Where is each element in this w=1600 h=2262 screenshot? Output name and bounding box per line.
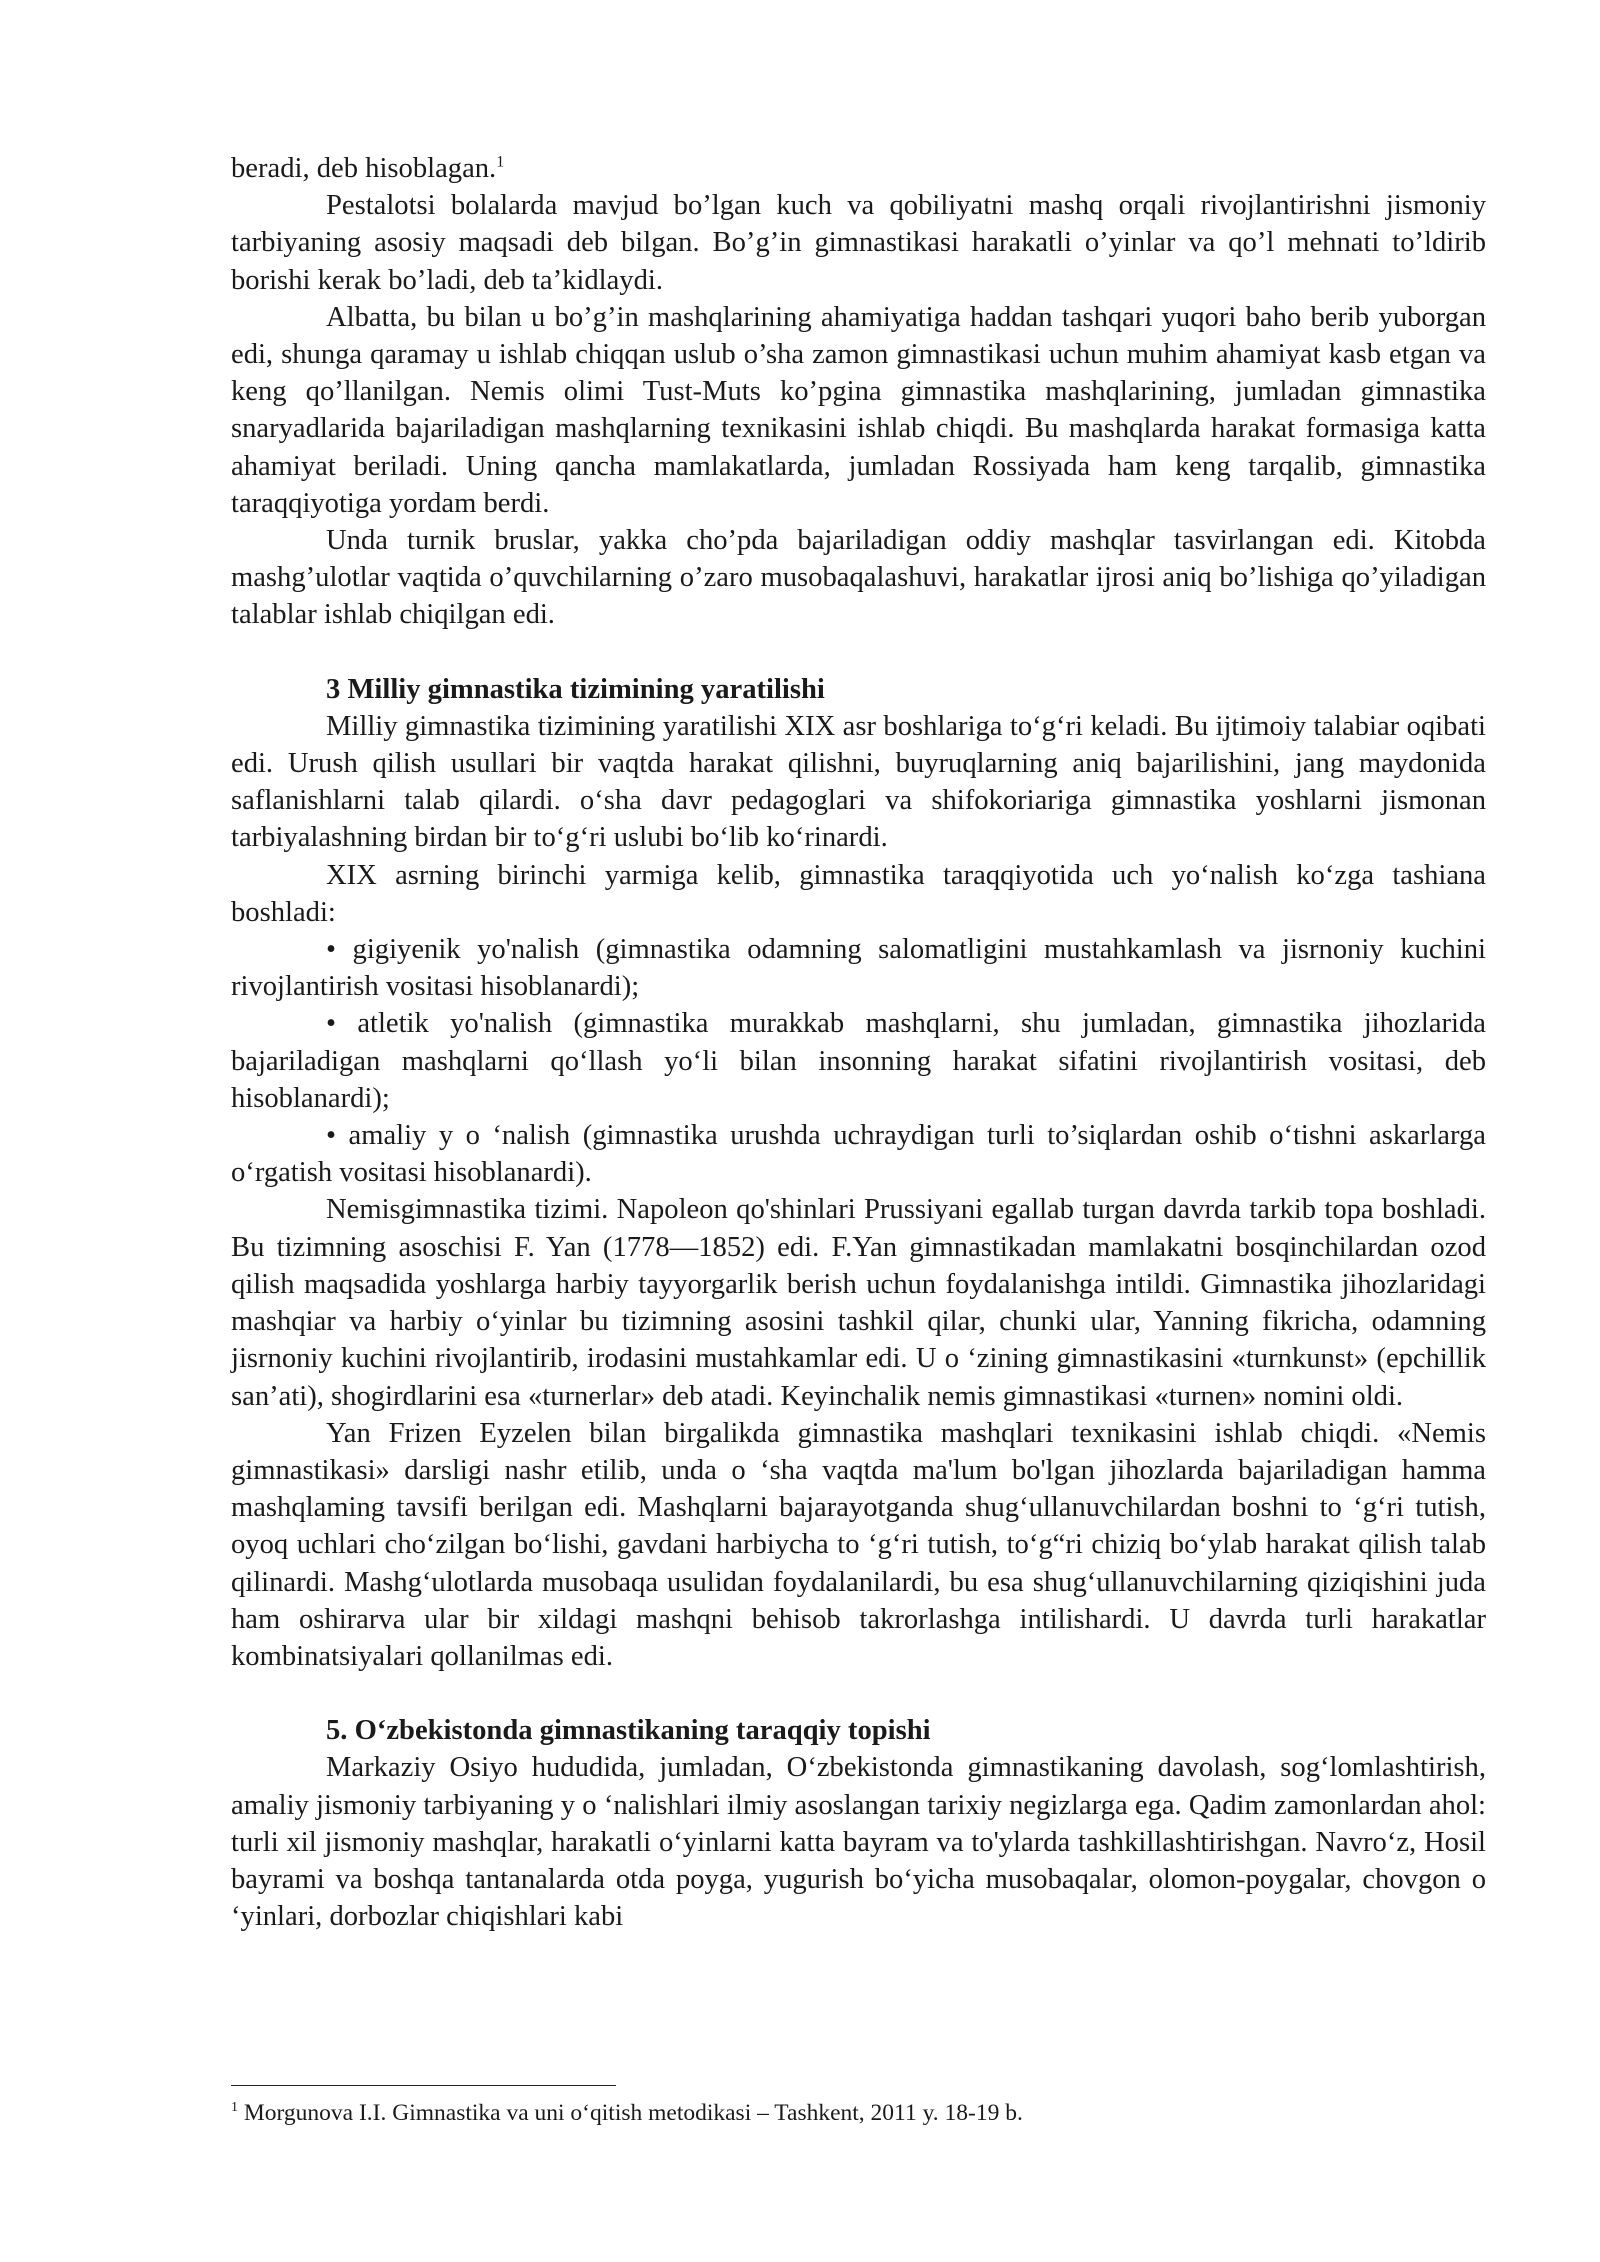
footnote-separator — [231, 2085, 616, 2086]
footnote-number: 1 — [231, 2100, 238, 2116]
footnote — [231, 2098, 1486, 2128]
paragraph: Yan Frizen Eyzelen bilan birgalikda gimnastika mashqlari texnikasini ishlab chiqdi. «Nemis gimnastikasi» darsligi nashr etilib, unda o ‘sha vaqtda ma'lum bo'lgan jihozlarda bajariladigan hamma mashqlaming tavsifi berilgan edi. Mashqlarni bajarayotganda shug‘ullanuvchilardan boshni to ‘g‘ri tutish, oyoq uchlari cho‘zilgan bo‘lishi, gavdani harbiycha to ‘g‘ri tutish, to‘g“ri chiziq bo‘ylab harakat qilish talab qilinardi. Mashg‘ulotlarda musobaqa usulidan foydalanilardi, bu esa shug‘ullanuvchilarning qiziqishini juda ham oshirarva ular bir xildagi mashqni behisob takrorlashga intilishardi. U davrda turli harakatlar kombinatsiyalari qollanilmas edi. — [231, 1417, 1486, 1672]
bullet-item: • amaliy y o ‘nalish (gimnastika urushda uchraydigan turli to’siqlardan oshib o‘tishni askarlarga o‘rgatish vositasi hisoblanardi). — [231, 1120, 1486, 1189]
paragraph: Albatta, bu bilan u bo’g’in mashqlarining ahamiyatiga haddan tashqari yuqori baho berib yuborgan edi, shunga qaramay u ishlab chiqqan uslub o’sha zamon gimnastikasi uchun muhim ahamiyat kasb etgan va keng qo’llanilgan. Nemis olimi Tust-Muts ko’pgina gimnastika mashqlarining, jumladan gimnastika snaryadlarida bajariladigan mashqlarning texnikasini ishlab chiqdi. Bu mashqlarda harakat formasiga katta ahamiyat beriladi. Uning qancha mamlakatlarda, jumladan Rossiyada ham keng tarqalib, gimnastika taraqqiyotiga yordam berdi. — [231, 301, 1486, 519]
paragraph: XIX asrning birinchi yarmiga kelib, gimnastika taraqqiyotida uch yo‘nalish ko‘zga tashiana boshladi: — [231, 859, 1486, 928]
paragraph: Markaziy Osiyo hududida, jumladan, O‘zbekistonda gimnastikaning davolash, sog‘lomlashtirish, amaliy jismoniy tarbiyaning y o ‘nalishlari ilmiy asoslangan tarixiy negizlarga ega. Qadim zamonlardan ahol: turli xil jismoniy mashqlar, harakatli o‘yinlarni katta bayram va to'ylarda tashkillashtirishgan. Navro‘z, Hosil bayrami va boshqa tantanalarda otda poyga, yugurish bo‘yicha musobaqalar, olomon-poygalar, chovgon o ‘yinlari, dorbozlar chiqishlari kabi — [231, 1752, 1486, 1933]
opening-text: beradi, deb hisoblagan. — [231, 153, 497, 184]
section-heading-5: 5. O‘zbekistonda gimnastikaning taraqqiy topishi — [326, 1715, 931, 1747]
section-spacer — [231, 1675, 1486, 1712]
paragraph: Nemisgimnastika tizimi. Napoleon qo'shinlari Prussiyani egallab turgan davrda tarkib topa boshladi. Bu tizimning asoschisi F. Yan (1778—1852) edi. F.Yan gimnastikadan mamlakatni bosqinchilardan ozod qilish maqsadida yoshlarga harbiy tayyorgarlik berish uchun foydalanishga intildi. Gimnastika jihozlaridagi mashqiar va harbiy o‘yinlar bu tizimning asosini tashkil qilar, chunki ular, Yanning fikricha, odamning jisrnoniy kuchini rivojlantirib, irodasini mustahkamlar edi. U o ‘zining gimnastikasini «turnkunst» (epchillik san’ati), shogirdlarini esa «turnerlar» deb atadi. Keyinchalik nemis gimnastikasi «turnen» nomini oldi. — [231, 1194, 1486, 1412]
opening-line — [231, 150, 1486, 187]
section-heading-3: 3 Milliy gimnastika tizimining yaratilishi — [326, 673, 825, 705]
paragraph: Milliy gimnastika tizimining yaratilishi XIX asr boshlariga to‘g‘ri keladi. Bu ijtimoiy talabiar oqibati edi. Urush qilish usullari bir vaqtda harakat qilishni, buyruqlarning aniq bajarilishini, jang maydonida saflanishlarni talab qilardi. o‘sha davr pedagoglari va shifokoriariga gimnastika yoshlarni jismonan tarbiyalashning birdan bir to‘g‘ri uslubi bo‘lib ko‘rinardi. — [231, 710, 1486, 854]
document-page — [231, 150, 1486, 1935]
bullet-item: • atletik yo'nalish (gimnastika murakkab mashqlarni, shu jumladan, gimnastika jihozlarida bajariladigan mashqlarni qo‘llash yo‘li bilan insonning harakat sifatini rivojlantirish vositasi, deb hisoblanardi); — [231, 1008, 1486, 1114]
paragraph: Unda turnik bruslar, yakka cho’pda bajariladigan oddiy mashqlar tasvirlangan edi. Kitobda mashg’ulotlar vaqtida o’quvchilarning o’zaro musobaqalashuvi, harakatlar ijrosi aniq bo’lishiga qo’yiladigan talablar ishlab chiqilgan edi. — [231, 525, 1486, 631]
footnote-reference[interactable]: 1 — [496, 153, 505, 171]
paragraph: Pestalotsi bolalarda mavjud bo’lgan kuch va qobiliyatni mashq orqali rivojlantirishni jismoniy tarbiyaning asosiy maqsadi deb bilgan. Bo’g’in gimnastikasi harakatli o’yinlar va qo’l mehnati to’ldirib borishi kerak bo’ladi, deb ta’kidlaydi. — [231, 190, 1486, 296]
section-spacer — [231, 634, 1486, 671]
bullet-item: • gigiyenik yo'nalish (gimnastika odamning salomatligini mustahkamlash va jisrnoniy kuchini rivojlantirish vositasi hisoblanardi); — [231, 934, 1486, 1003]
footnote-text: Morgunova I.I. Gimnastika va uni o‘qitish metodikasi – Tashkent, 2011 y. 18-19 b. — [243, 2100, 1023, 2126]
